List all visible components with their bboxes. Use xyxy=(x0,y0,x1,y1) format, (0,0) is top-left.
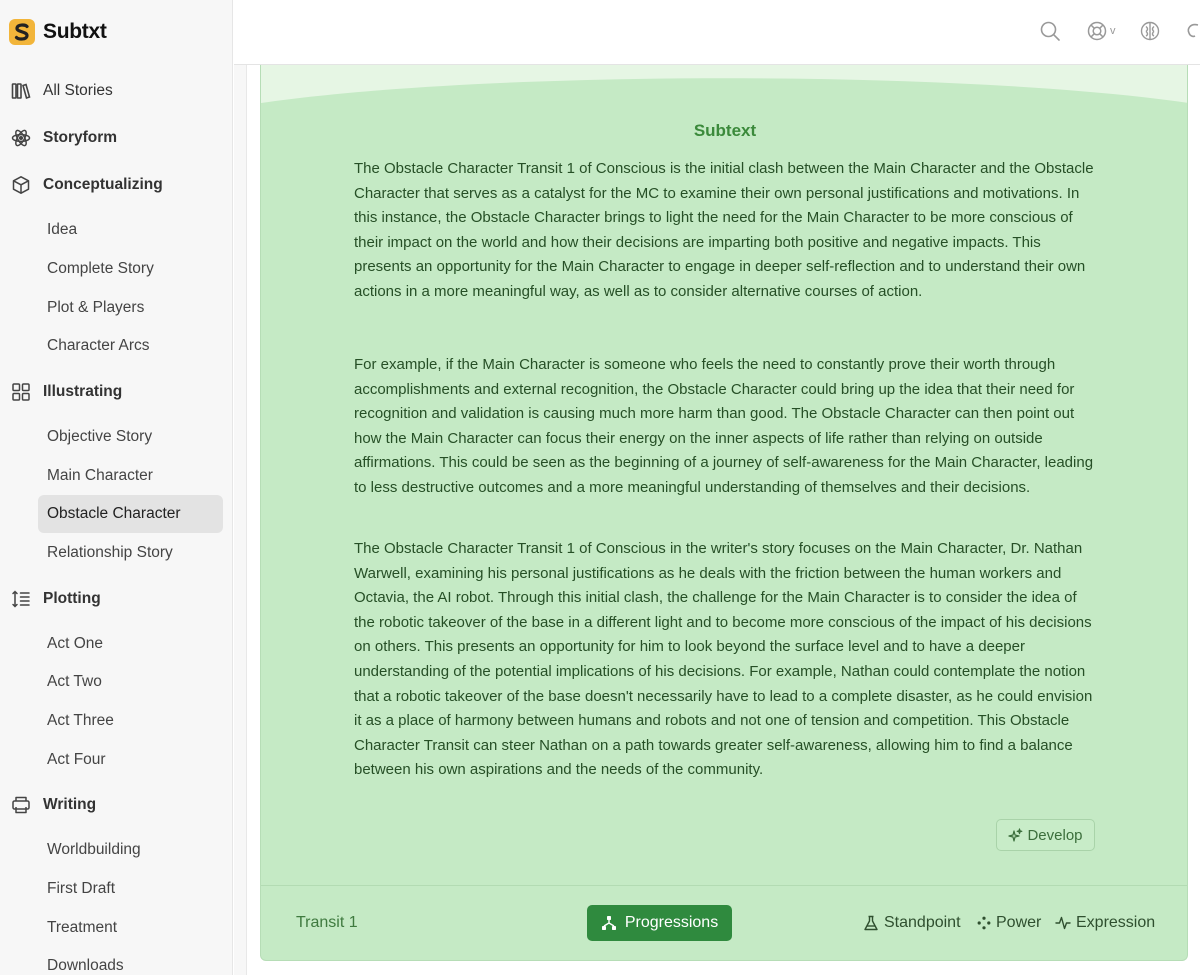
nav-illustrating-label: Illustrating xyxy=(43,383,123,400)
nav-writing[interactable] xyxy=(10,790,96,820)
search-icon[interactable] xyxy=(1039,20,1061,42)
sidebar-item-label: Plot & Players xyxy=(47,299,145,316)
sidebar-item-idea[interactable] xyxy=(38,211,223,249)
subtext-paragraph-1: The Obstacle Character Transit 1 of Conscious is the initial clash between the Main Character and the Obstacle Character that serves as a catalyst for the MC to examine their own personal justifications and motivations. In this instance, the Obstacle Character brings to light the need for the Main Character to be more conscious of their impact on the world and how their decisions are imparting both positive and negative impacts. This presents an opportunity for the Main Character to engage in deeper self-reflection and to understand their own actions in a more meaningful way, as well as to consider alternative courses of action. xyxy=(354,160,1094,300)
nav-all-stories[interactable] xyxy=(10,76,113,106)
subtxt-logo-icon xyxy=(9,19,35,45)
sidebar-item-label: Act Two xyxy=(47,673,102,690)
help-menu[interactable] xyxy=(1087,20,1116,42)
sidebar-item-label: Objective Story xyxy=(47,428,153,445)
expression-link[interactable] xyxy=(1055,914,1155,932)
nav-plotting[interactable] xyxy=(10,584,101,614)
subtext-paragraph-3: The Obstacle Character Transit 1 of Conscious in the writer's story focuses on the Main Character, Dr. Nathan Warwell, examining his personal justifications as he deals with the friction between the human workers and Octavia, the AI robot. Through this initial clash, the challenge for the Main Character is to consider the idea of the robotic takeover of the base in a different light and to become more conscious of the impact of his decisions on others. This presents an opportunity for him to look beyond the surface level and to have a deeper understanding of the potential implications of his decisions. For example, Nathan could contemplate the notion that a robotic takeover of the base doesn't necessarily have to lead to a complete disaster, as he could envision it as a place of harmony between humans and robots and not one of tension and competition. This Obstacle Character Transit can steer Nathan on a path towards greater self-awareness, allowing him to find a balance between his own aspirations and the needs of the community. xyxy=(354,540,1093,779)
develop-button[interactable] xyxy=(996,819,1095,851)
atom-icon xyxy=(10,127,32,149)
sidebar-item-act-two[interactable] xyxy=(38,663,223,701)
books-icon xyxy=(10,80,32,102)
flask-icon xyxy=(863,915,879,931)
sidebar xyxy=(0,0,233,975)
sidebar-item-first-draft[interactable] xyxy=(38,870,223,908)
sparkle-icon xyxy=(1008,828,1023,843)
pulse-icon xyxy=(1055,916,1071,930)
sidebar-item-plot-players[interactable] xyxy=(38,289,223,327)
develop-button-label: Develop xyxy=(1027,826,1083,844)
sidebar-item-main-character[interactable] xyxy=(38,457,223,495)
progressions-button[interactable] xyxy=(587,905,732,941)
sidebar-item-treatment[interactable] xyxy=(38,909,223,947)
power-link[interactable] xyxy=(977,914,1041,932)
diamond-dots-icon xyxy=(977,916,991,930)
sidebar-item-label: Downloads xyxy=(47,957,124,974)
sidebar-item-label: Main Character xyxy=(47,467,153,484)
chevron-down-icon: v xyxy=(1110,25,1116,37)
power-label: Power xyxy=(996,914,1042,931)
subtext-paragraph-2: For example, if the Main Character is someone who feels the need to constantly prove their worth through accomplishments and external recognition, the Obstacle Character could bring up the idea that their need for recognition and validation is causing much more harm than good. The Obstacle Character can then point out how the Main Character can focus their energy on the inner aspects of life rather than relying on outside affirmations. This could be seen as the beginning of a journey of self-awareness for the Main Character, leading to less destructive outcomes and a more meaningful understanding of themselves and their decisions. xyxy=(354,356,1094,496)
help-icon xyxy=(1087,21,1107,41)
sidebar-item-label: Character Arcs xyxy=(47,337,150,354)
sidebar-item-label: Complete Story xyxy=(47,260,154,277)
card-title: Subtext xyxy=(693,121,757,140)
sidebar-item-downloads[interactable] xyxy=(38,947,223,975)
sidebar-item-label: Act Four xyxy=(47,751,106,768)
printer-icon xyxy=(10,794,32,816)
brain-icon[interactable] xyxy=(1140,20,1160,42)
sidebar-item-act-three[interactable] xyxy=(38,702,223,740)
progressions-button-label: Progressions xyxy=(624,914,719,931)
nav-plotting-label: Plotting xyxy=(43,590,101,607)
nav-all-stories-label: All Stories xyxy=(43,82,113,99)
standpoint-label: Standpoint xyxy=(884,914,961,931)
sort-lines-icon xyxy=(10,588,32,610)
sidebar-item-label: Idea xyxy=(47,221,78,238)
sidebar-item-objective-story[interactable] xyxy=(38,418,223,456)
expression-label: Expression xyxy=(1076,914,1156,931)
sidebar-item-act-four[interactable] xyxy=(38,741,223,779)
card-footer xyxy=(261,885,1188,961)
nav-storyform[interactable] xyxy=(10,123,117,153)
app-name: Subtxt xyxy=(43,20,107,43)
transit-label: Transit 1 xyxy=(296,914,358,931)
nav-illustrating[interactable] xyxy=(10,377,122,407)
sidebar-item-complete-story[interactable] xyxy=(38,250,223,288)
top-bar xyxy=(234,0,1200,65)
subtext-card xyxy=(260,65,1188,961)
sidebar-item-label: Act One xyxy=(47,635,103,652)
sidebar-item-label: First Draft xyxy=(47,880,116,897)
sidebar-item-obstacle-character[interactable] xyxy=(38,495,223,533)
sidebar-item-label: Relationship Story xyxy=(47,544,173,561)
sidebar-item-character-arcs[interactable] xyxy=(38,327,223,365)
standpoint-link[interactable] xyxy=(863,914,961,932)
sidebar-item-label: Obstacle Character xyxy=(47,505,181,522)
cube-icon xyxy=(10,174,32,196)
nav-conceptualizing-label: Conceptualizing xyxy=(43,176,163,193)
brand[interactable] xyxy=(9,19,107,45)
nav-writing-label: Writing xyxy=(43,796,97,813)
sidebar-item-label: Worldbuilding xyxy=(47,841,141,858)
sidebar-item-act-one[interactable] xyxy=(38,625,223,663)
sidebar-item-label: Treatment xyxy=(47,919,118,936)
sidebar-item-label: Act Three xyxy=(47,712,114,729)
nav-conceptualizing[interactable] xyxy=(10,170,163,200)
refresh-icon[interactable] xyxy=(1186,20,1200,42)
nav-storyform-label: Storyform xyxy=(43,129,118,146)
sidebar-item-relationship-story[interactable] xyxy=(38,534,223,572)
sidebar-item-worldbuilding[interactable] xyxy=(38,831,223,869)
grid-icon xyxy=(10,381,32,403)
tree-structure-icon xyxy=(601,915,617,931)
card-wave-decoration xyxy=(261,65,1188,105)
